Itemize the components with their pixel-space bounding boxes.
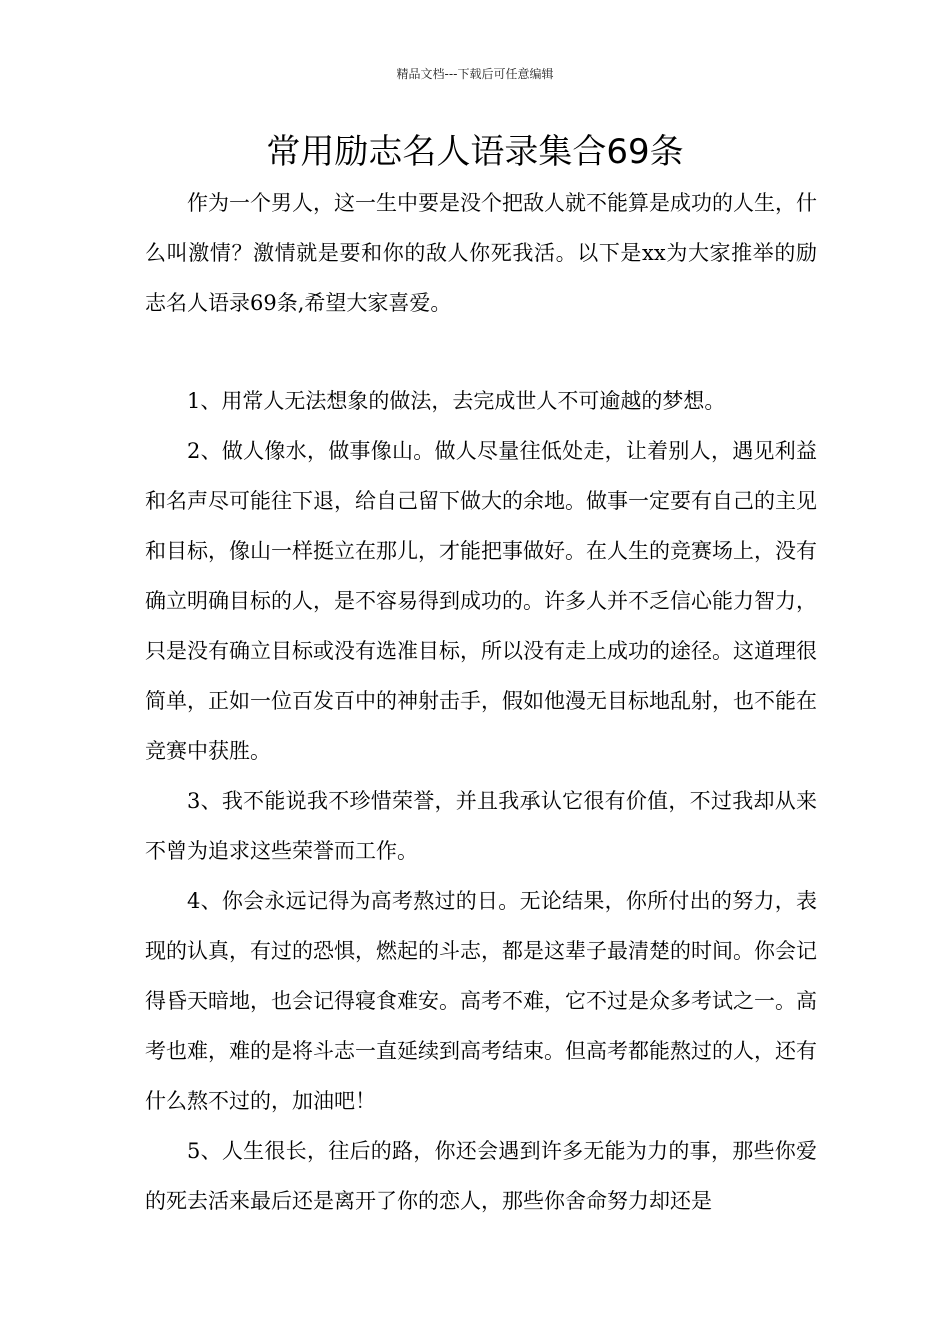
document-title: 常用励志名人语录集合69条 <box>266 132 684 172</box>
header-note: 精品文档---下载后可任意编辑 <box>396 67 554 81</box>
quote-paragraph-3: 3、我不能说我不珍惜荣誉，并且我承认它很有价值，不过我却从来不曾为追求这些荣誉而工作。 <box>145 789 817 863</box>
quote-paragraph-5: 5、人生很长，往后的路，你还会遇到许多无能为力的事，那些你爱的死去活来最后还是离开了你的恋人，那些你舍命努力却还是 <box>145 1139 817 1213</box>
quote-paragraph-4: 4、你会永远记得为高考熬过的日。无论结果，你所付出的努力，表现的认真，有过的恐惧，燃起的斗志，都是这辈子最清楚的时间。你会记得昏天暗地，也会记得寝食难安。高考不难，它不过是众多考试之一。高考也难，难的是将斗志一直延续到高考结束。但高考都能熬过的人，还有什么熬不过的，加油吧！ <box>145 889 817 1113</box>
quote-paragraph-1: 1、用常人无法想象的做法，去完成世人不可逾越的梦想。 <box>187 389 726 413</box>
intro-paragraph: 作为一个男人，这一生中要是没个把敌人就不能算是成功的人生，什么叫激情？激情就是要和你的敌人你死我活。以下是xx为大家推举的励志名人语录69条,希望大家喜爱。 <box>145 191 817 315</box>
document-body <box>145 178 817 1226</box>
quote-paragraph-2: 2、做人像水，做事像山。做人尽量往低处走，让着别人，遇见利益和名声尽可能往下退，给自己留下做大的余地。做事一定要有自己的主见和目标，像山一样挺立在那儿，才能把事做好。在人生的竞赛场上，没有确立明确目标的人，是不容易得到成功的。许多人并不乏信心能力智力，只是没有确立目标或没有选准目标，所以没有走上成功的途径。这道理很简单，正如一位百发百中的神射击手，假如他漫无目标地乱射，也不能在竞赛中获胜。 <box>145 439 817 763</box>
